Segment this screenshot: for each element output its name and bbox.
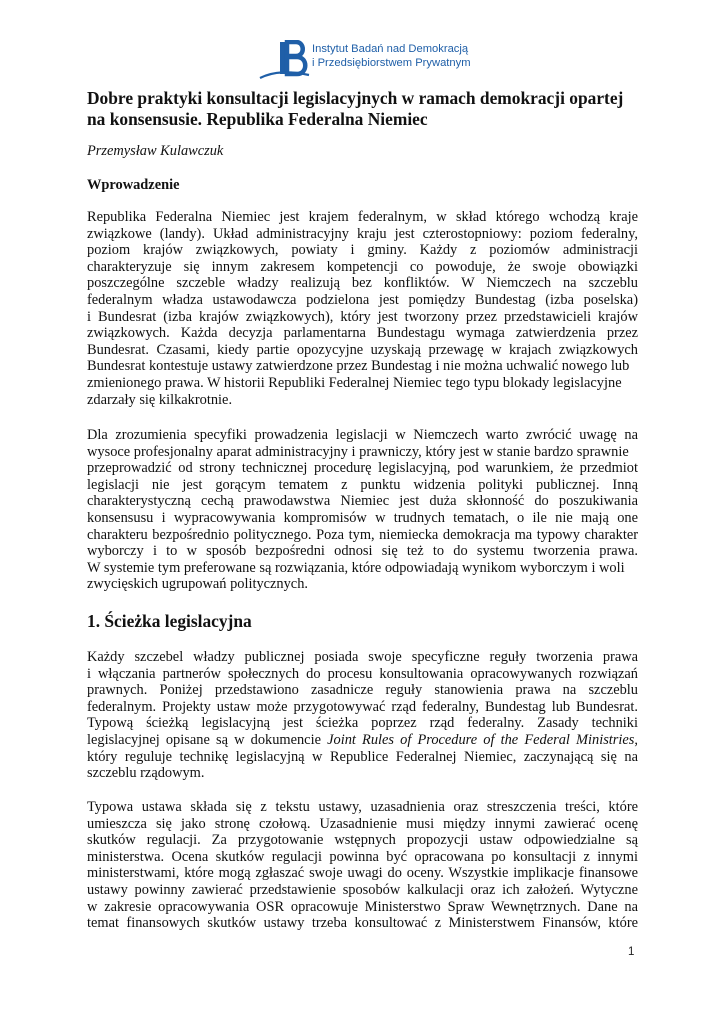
- text-line-with-citation: [87, 732, 638, 749]
- text-line: charakteryzuje się innym zakresem kompetencji co powoduje, że swoje obowiązki: [87, 258, 638, 275]
- text-line: Bundesrat. Czasami, kiedy partie opozycyjne uzyskają przewagę w krajach związkowych: [87, 341, 638, 358]
- text-line: który reguluje technikę legislacyjną w Republice Federalnej Niemiec, zaczynającą się na: [87, 748, 638, 765]
- text-line: federalnym władza ustawodawcza podzielona jest pomiędzy Bundestag (izba poselska): [87, 291, 638, 308]
- text-line: szczeblu rządowym.: [87, 765, 205, 782]
- text-line: konsensusu i wypracowywania kompromisów w trudnych tematach, o ile nie mają one: [87, 509, 638, 526]
- text-line: przeprowadzić od strony technicznej procedurę legislacyjną, pod warunkiem, że przedmiot: [87, 460, 638, 477]
- text-line: ministerstwa. Ocena skutków regulacji powinna być opracowana po konsultacji z innymi: [87, 848, 638, 865]
- section-1-heading: 1. Ścieżka legislacyjna: [87, 611, 252, 631]
- text-line: umieszcza się jako stronę czołową. Uzasadnienie musi między innymi zawierać ocenę: [87, 815, 638, 832]
- section-1-paragraph-1: [87, 649, 638, 782]
- text-line: ministerstwami, które mogą zgłaszać swoje uwagi do oceny. Wszystkie implikacje finansowe: [87, 865, 638, 882]
- text-line: W systemie tym preferowane są rozwiązania, które odpowiadają wynikom wyborczym i woli: [87, 559, 625, 576]
- ib-logo-icon: [258, 40, 310, 80]
- text-line: Każdy szczebel władzy publicznej posiada swoje specyficzne reguły tworzenia prawa: [87, 649, 638, 665]
- text-line: związkowych. Każda decyzja parlamentarna Bundestagu wymaga zatwierdzenia przez: [87, 325, 638, 342]
- text-line: wyborczy i to w sposób bezpośredni odnosi się też to do systemu tworzenia prawa.: [87, 543, 638, 560]
- text-line: legislacji nie jest gorącym tematem z punktu widzenia polityki publicznej. Inną: [87, 476, 638, 493]
- text-line: zwycięskich ugrupowań politycznych.: [87, 576, 308, 593]
- text-line: Republika Federalna Niemiec jest krajem federalnym, w skład którego wchodzą kraje: [87, 209, 638, 225]
- intro-paragraph-1: [87, 209, 638, 408]
- text-line: federalnym. Projekty ustaw może przygotowywać rząd federalny, Bundestag lub Bundesrat.: [87, 698, 638, 715]
- text-line: i Bundesrat (izba krajów związkowych), który jest tworzony przez przedstawicieli krajów: [87, 308, 638, 325]
- text-line: związkowe (landy). Układ administracyjny kraju jest czterostopniowy: poziom federalny,: [87, 225, 638, 242]
- text-line: Bundesrat kontestuje ustawy zatwierdzone przez Bundestag i nie można uchwalić nowego lub: [87, 358, 630, 375]
- intro-paragraph-2: [87, 427, 638, 593]
- text-line: charakterystyczną cechą prawodawstwa Niemiec jest duża skłonność do poszukiwania: [87, 493, 638, 510]
- document-citation: Joint Rules of Procedure of the Federal Ministries: [327, 731, 635, 748]
- text-line: Dla zrozumienia specyfiki prowadzenia legislacji w Niemczech warto zwrócić uwagę na: [87, 427, 638, 443]
- text-line: Typową ścieżką legislacyjną jest ścieżka poprzez rząd federalny. Zasady techniki: [87, 715, 638, 732]
- intro-heading: Wprowadzenie: [87, 177, 180, 193]
- text-line: zdarzały się kilkakrotnie.: [87, 391, 233, 408]
- text-line: charakteru bezpośrednio politycznego. Poza tym, niemiecka demokracja ma typowy charakter: [87, 526, 638, 543]
- text-segment: legislacyjnej opisane są w dokumencie: [87, 731, 328, 748]
- text-line: temat finansowych skutków ustawy trzeba konsultować z Ministerstwem Finansów, które: [87, 915, 638, 932]
- document-title: Dobre praktyki konsultacji legislacyjnych w ramach demokracji opartej na konsensusie. Republika Federalna Niemiec: [87, 88, 624, 129]
- section-1-paragraph-2: [87, 799, 638, 932]
- text-line: prawnych. Poniżej przedstawiono zasadnicze reguły stanowienia prawa na szczeblu: [87, 682, 638, 699]
- text-segment: ,: [634, 731, 639, 748]
- page-number: 1: [628, 946, 635, 958]
- text-line: i włączania partnerów społecznych do procesu konsultowania opracowywanych rozwiązań: [87, 665, 638, 682]
- institute-logo: [258, 40, 471, 80]
- text-line: zmienionego prawa. W historii Republiki Federalnej Niemiec tego typu blokady legislacyjne: [87, 374, 622, 391]
- text-line: poszczególne szczeble władzy realizują bez konfliktów. W Niemczech na szczeblu: [87, 275, 638, 292]
- org-name-line1: Instytut Badań nad Demokracją: [312, 43, 469, 55]
- text-line: skutków regulacji. Za przygotowanie wstępnych propozycji ustaw odpowiedzialne są: [87, 832, 638, 849]
- text-line: wysoce profesjonalny aparat administracyjny i prawniczy, który jest w stanie bardzo sprawnie: [87, 443, 629, 460]
- text-line: poziom krajów związkowych, powiaty i gminy. Każdy z poziomów administracji: [87, 242, 638, 259]
- org-name-line2: i Przedsiębiorstwem Prywatnym: [312, 57, 471, 69]
- text-line: w zakresie opracowywania OSR opracowuje Ministerstwo Spraw Wewnętrznych. Dane na: [87, 898, 638, 915]
- text-line: ustawy powinny zawierać przedstawienie sposobów kalkulacji oraz ich założeń. Wytyczne: [87, 881, 638, 898]
- author-name: Przemysław Kulawczuk: [87, 143, 224, 159]
- text-line: Typowa ustawa składa się z tekstu ustawy, uzasadnienia oraz streszczenia treści, które: [87, 799, 638, 815]
